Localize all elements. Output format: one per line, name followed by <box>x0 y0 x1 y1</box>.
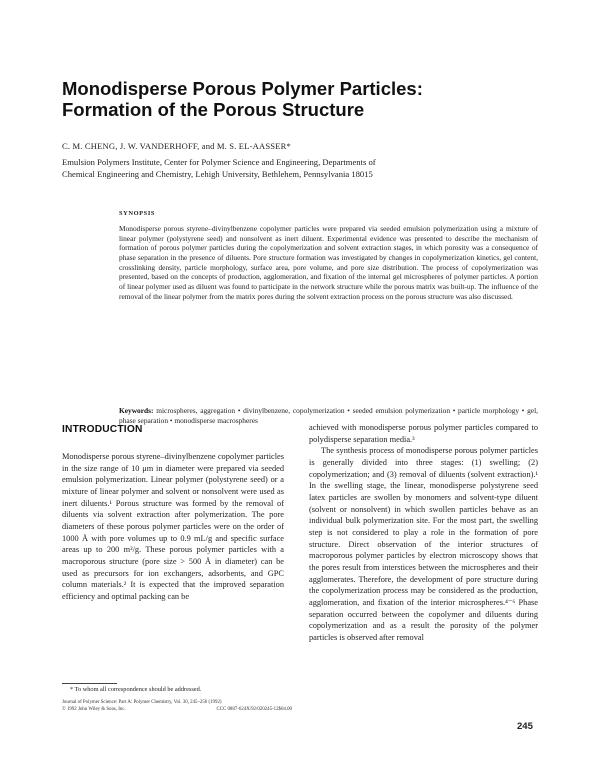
title-line-2: Formation of the Porous Structure <box>62 99 365 120</box>
synopsis-heading: SYNOPSIS <box>119 210 156 217</box>
footnote-rule <box>62 683 117 684</box>
affiliation-line-1: Emulsion Polymers Institute, Center for Polymer Science and Engineering, Departments of <box>62 157 376 167</box>
title-line-1: Monodisperse Porous Polymer Particles: <box>62 78 423 99</box>
keywords-label: Keywords: <box>119 406 154 415</box>
introduction-heading: INTRODUCTION <box>62 424 143 435</box>
footnote: * To whom all correspondence should be addressed. <box>70 686 202 693</box>
affiliation <box>62 157 552 180</box>
authors: C. M. CHENG, J. W. VANDERHOFF, and M. S. EL-AASSER* <box>62 141 291 151</box>
ccc-code: CCC 0887-624X/92/020245-12$04.00 <box>216 706 292 712</box>
intro-paragraph-1-continued: achieved with monodisperse porous polymer particles compared to polydisperse separation media.³ <box>309 423 538 444</box>
keywords-text: microspheres, aggregation • divinylbenzene, copolymerization • seeded emulsion polymerization • particle morphology • gel, phase separation • monodisperse macrospheres <box>119 406 538 425</box>
page-number: 245 <box>517 721 533 732</box>
introduction-right-column <box>309 422 538 643</box>
affiliation-line-2: Chemical Engineering and Chemistry, Lehigh University, Bethlehem, Pennsylvania 18015 <box>62 168 373 179</box>
journal-citation <box>62 700 292 713</box>
intro-paragraph-1: Monodisperse porous styrene–divinylbenzene copolymer particles in the size range of 10 μm in diameter were prepared via seeded emulsion polymerization. Linear polymer (polystyrene seed) or a mixture of linear polymer and solvent or nonsolvent were used as inert diluents.¹ Porous structure was formed by the removal of diluents via solvent extraction after polymerization. The pore diameters of these porous polymer particles were on the order of 1000 Å with pore volumes up to 0.9 mL/g and specific surface areas up to 200 m²/g. These porous polymer particles with a macroporous structure (pore size > 500 Å in diameter) can be used as precursors for ion exchangers, adsorbents, and GPC column materials.² It is expected that the improved separation efficiency and optimal packing can be <box>62 452 284 601</box>
article-title <box>62 78 542 120</box>
synopsis-text: Monodisperse porous styrene–divinylbenzene copolymer particles were prepared via seeded emulsion polymerization using a mixture of linear polymer (polystyrene seed) and nonsolvent as inert diluent. Experimental evidence was presented to describe the mechanism of formation of porous polymer particles during the copolymerization and solvent extraction stages, in which porosity was a consequence of phase separation in the presence of diluents. Pore structure formation was investigated by changes in copolymerization kinetics, gel content, crosslinking density, particle morphology, surface area, pore volume, and pore size distribution. The process of copolymerization was presented, based on the concepts of production, agglomeration, and fixation of the internal gel microspheres of polymer particles. A portion of linear polymer used as diluent was found to participate in the network structure while the porous matrix was built-up. The influence of the removal of the linear polymer from the matrix pores during the solvent extraction process on the porous structure was also discussed. <box>119 224 538 301</box>
introduction-left-column <box>62 451 284 603</box>
copyright: © 1992 John Wiley & Sons, Inc. <box>62 706 126 712</box>
journal-info: Journal of Polymer Science: Part A: Polymer Chemistry, Vol. 30, 245–256 (1992) <box>62 700 222 705</box>
intro-paragraph-2: The synthesis process of monodisperse porous polymer particles is generally divided into three stages: (1) swelling; (2) copolymerization; and (3) removal of diluents (solvent extraction).¹ In the swelling stage, the linear, monodisperse polystyrene seed latex particles are swollen by monomers and solvent-type diluent (solvent or nonsolvent) in which swollen particles behave as an individual bulk polymerization site. For the most part, the swelling step is not considered to play a role in the formation of pore structure. Direct observation of the interior structures of macroporous polymer particles by electron microscopy shows that the pores result from interstices between the microspheres and their agglomerates. Therefore, the development of pore structure during the copolymerization process may be considered as the production, agglomeration, and fixation of the interior microspheres.⁴⁻⁶ Phase separation occurred between the copolymer and diluents during copolymerization and as a result the porosity of the polymer particles is observed after removal <box>309 446 538 642</box>
